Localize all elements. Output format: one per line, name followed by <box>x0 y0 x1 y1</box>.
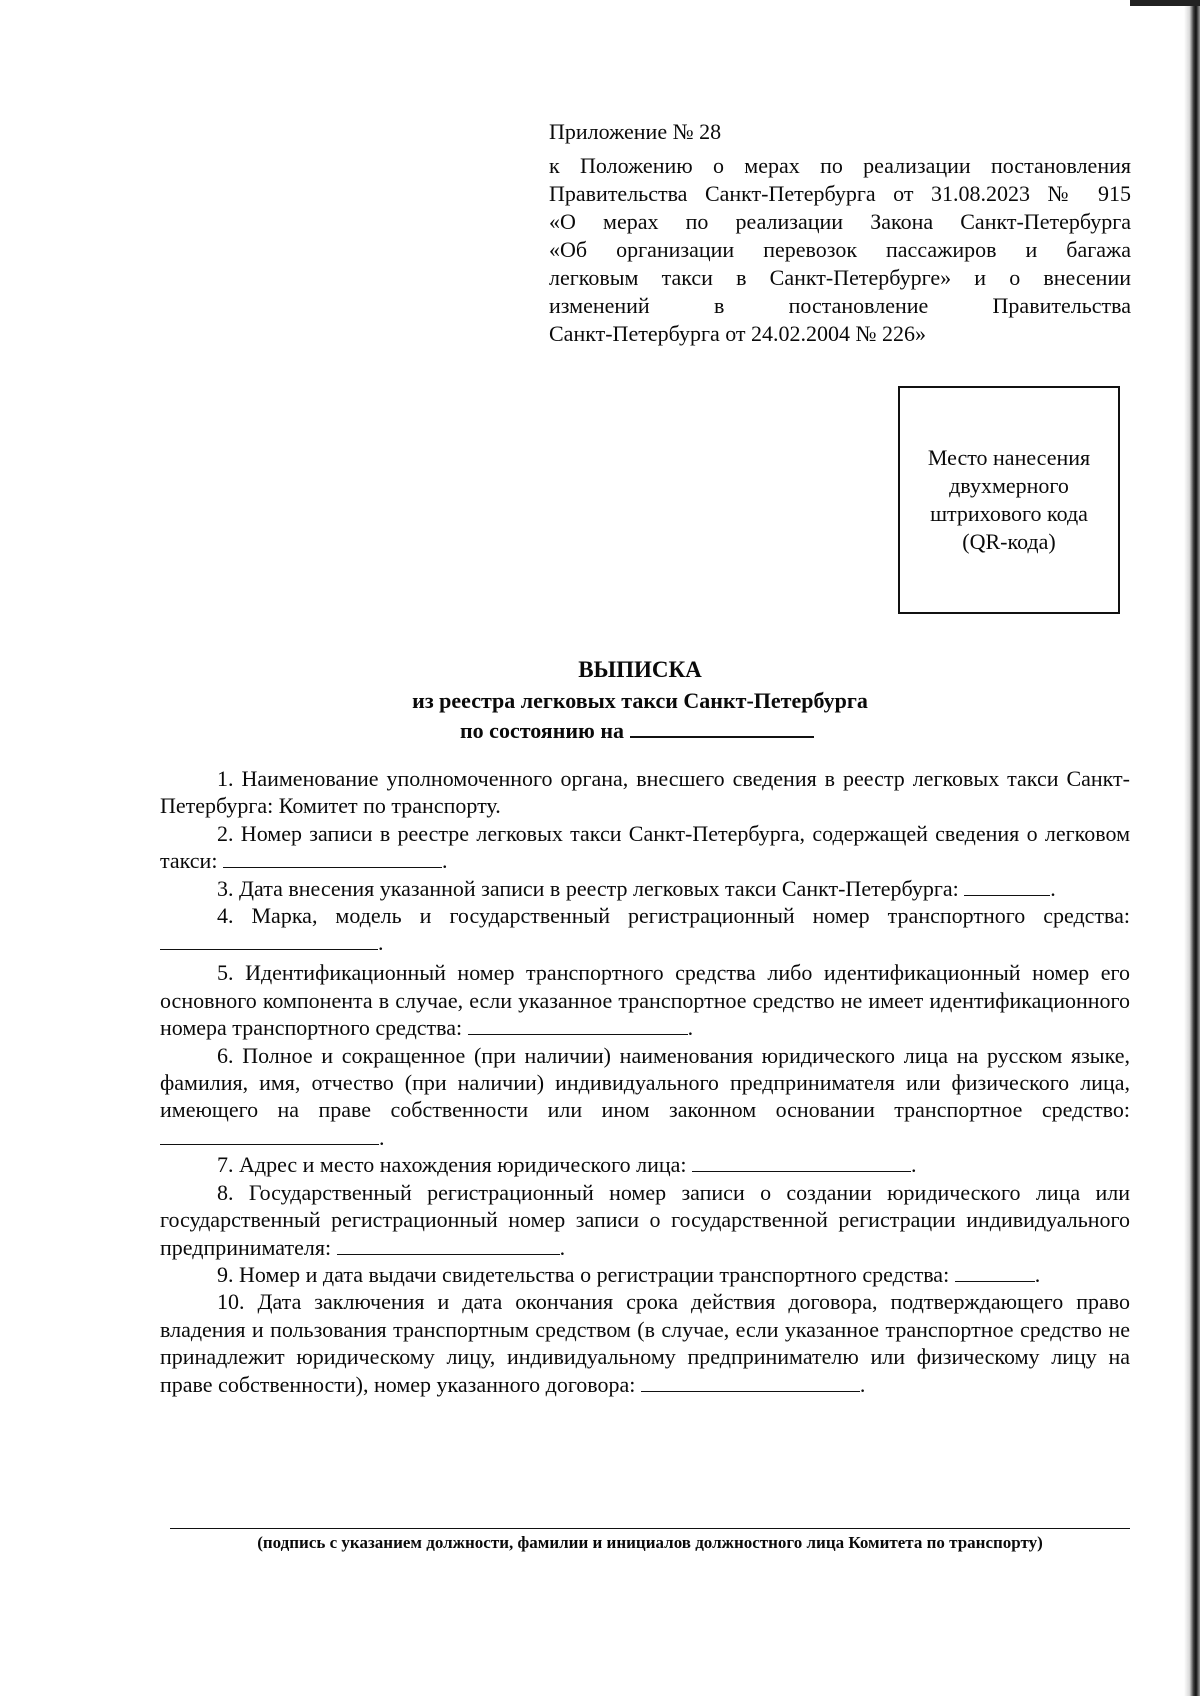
field-1 <box>160 765 1130 820</box>
field-4-text: 4. Марка, модель и государственный регистрационный номер транспортного средства: <box>217 903 1130 929</box>
field-10-period: . <box>859 1371 866 1397</box>
as-of-date-blank <box>630 716 814 738</box>
field-10-blank <box>641 1373 860 1392</box>
appendix-line: «Об организации перевозок пассажиров и багажа <box>549 237 1131 262</box>
field-8-blank <box>337 1236 560 1255</box>
field-3-text: 3. Дата внесения указанной записи в реестр легковых такси Санкт-Петербурга: <box>217 875 959 901</box>
appendix-line: «О мерах по реализации Закона Санкт-Петербурга <box>549 209 1131 234</box>
field-5-text: 5. Идентификационный номер транспортного средства либо идентификационный номер его основного компонента в случае, если указанное транспортное средство не имеет идентификационного номера транспортного средства: <box>160 960 1130 1041</box>
field-6-blank <box>160 1126 379 1145</box>
field-3-blank <box>964 877 1050 896</box>
signature-caption: (подпись с указанием должности, фамилии и инициалов должностного лица Комитета по транспорту) <box>257 1533 1043 1552</box>
field-6-period: . <box>379 1124 385 1150</box>
field-4-blank-row <box>160 929 1130 959</box>
field-8-period: . <box>559 1234 566 1260</box>
field-10-text: 10. Дата заключения и дата окончания срока действия договора, подтверждающего право владения и пользования транспортным средством (в случае, если указанное транспортное средство не принадлежит юридическому лицу, индивидуальному предпринимателю или физическому лицу на праве собственности), номер указанного договора: <box>160 1289 1130 1397</box>
field-10 <box>160 1288 1130 1398</box>
field-2-text: 2. Номер записи в реестре легковых такси Санкт-Петербурга, содержащей сведения о легковом такси: <box>160 820 1130 874</box>
field-8 <box>160 1179 1130 1261</box>
field-9-period: . <box>1034 1261 1041 1287</box>
field-2-period: . <box>441 848 448 874</box>
document-title: ВЫПИСКА <box>578 657 702 682</box>
as-of-label: по состоянию на <box>460 718 625 743</box>
field-6 <box>160 1042 1130 1152</box>
as-of-date-line <box>460 716 860 746</box>
field-4 <box>160 902 1130 929</box>
appendix-line: к Положению о мерах по реализации постановления <box>549 153 1131 178</box>
field-3 <box>160 875 1130 902</box>
field-9 <box>160 1261 1130 1288</box>
qr-placeholder-text: Место нанесения двухмерного штрихового кода (QR-кода) <box>927 445 1091 554</box>
field-5-blank <box>468 1016 688 1035</box>
field-6-text: 6. Полное и сокращенное (при наличии) наименования юридического лица на русском языке, фамилия, имя, отчество (при наличии) индивидуального предпринимателя или физического лица, имеющего на праве собственности или ином законном основании транспортное средство: <box>160 1042 1130 1123</box>
scan-edge-mark <box>1130 0 1200 6</box>
field-7-period: . <box>911 1152 917 1178</box>
field-9-blank <box>955 1263 1035 1282</box>
scan-edge <box>1184 0 1200 1696</box>
field-4-blank <box>160 931 378 950</box>
field-5-period: . <box>687 1015 694 1041</box>
field-7-text: 7. Адрес и место нахождения юридического лица: <box>217 1152 687 1178</box>
field-5 <box>160 959 1130 1041</box>
appendix-line: Санкт-Петербурга от 24.02.2004 № 226» <box>549 321 927 346</box>
field-1-text: 1. Наименование уполномоченного органа, внесшего сведения в реестр легковых такси Санкт-Петербурга: Комитет по транспорту. <box>160 766 1130 819</box>
document-subtitle: из реестра легковых такси Санкт-Петербурга <box>412 688 868 713</box>
appendix-line: легковым такси в Санкт-Петербурге» и о внесении <box>549 265 1131 290</box>
signature-line <box>170 1528 1130 1529</box>
appendix-text <box>549 152 1131 348</box>
extract-fields <box>160 765 1130 1398</box>
field-2 <box>160 820 1130 875</box>
qr-code-placeholder <box>898 386 1120 614</box>
field-7 <box>160 1151 1130 1178</box>
field-9-text: 9. Номер и дата выдачи свидетельства о регистрации транспортного средства: <box>217 1261 950 1287</box>
field-7-blank <box>692 1153 911 1172</box>
field-3-period: . <box>1050 875 1056 901</box>
field-4-period: . <box>378 930 384 956</box>
field-2-blank <box>223 849 442 868</box>
appendix-title: Приложение № 28 <box>549 119 722 144</box>
appendix-line: Правительства Санкт-Петербурга от 31.08.2023 № 915 <box>549 181 1131 206</box>
appendix-header <box>549 118 1131 348</box>
appendix-line: изменений в постановление Правительства <box>549 293 1131 318</box>
field-8-text: 8. Государственный регистрационный номер записи о создании юридического лица или государственный регистрационный номер записи о государственной регистрации индивидуального предпринимателя: <box>160 1179 1130 1260</box>
